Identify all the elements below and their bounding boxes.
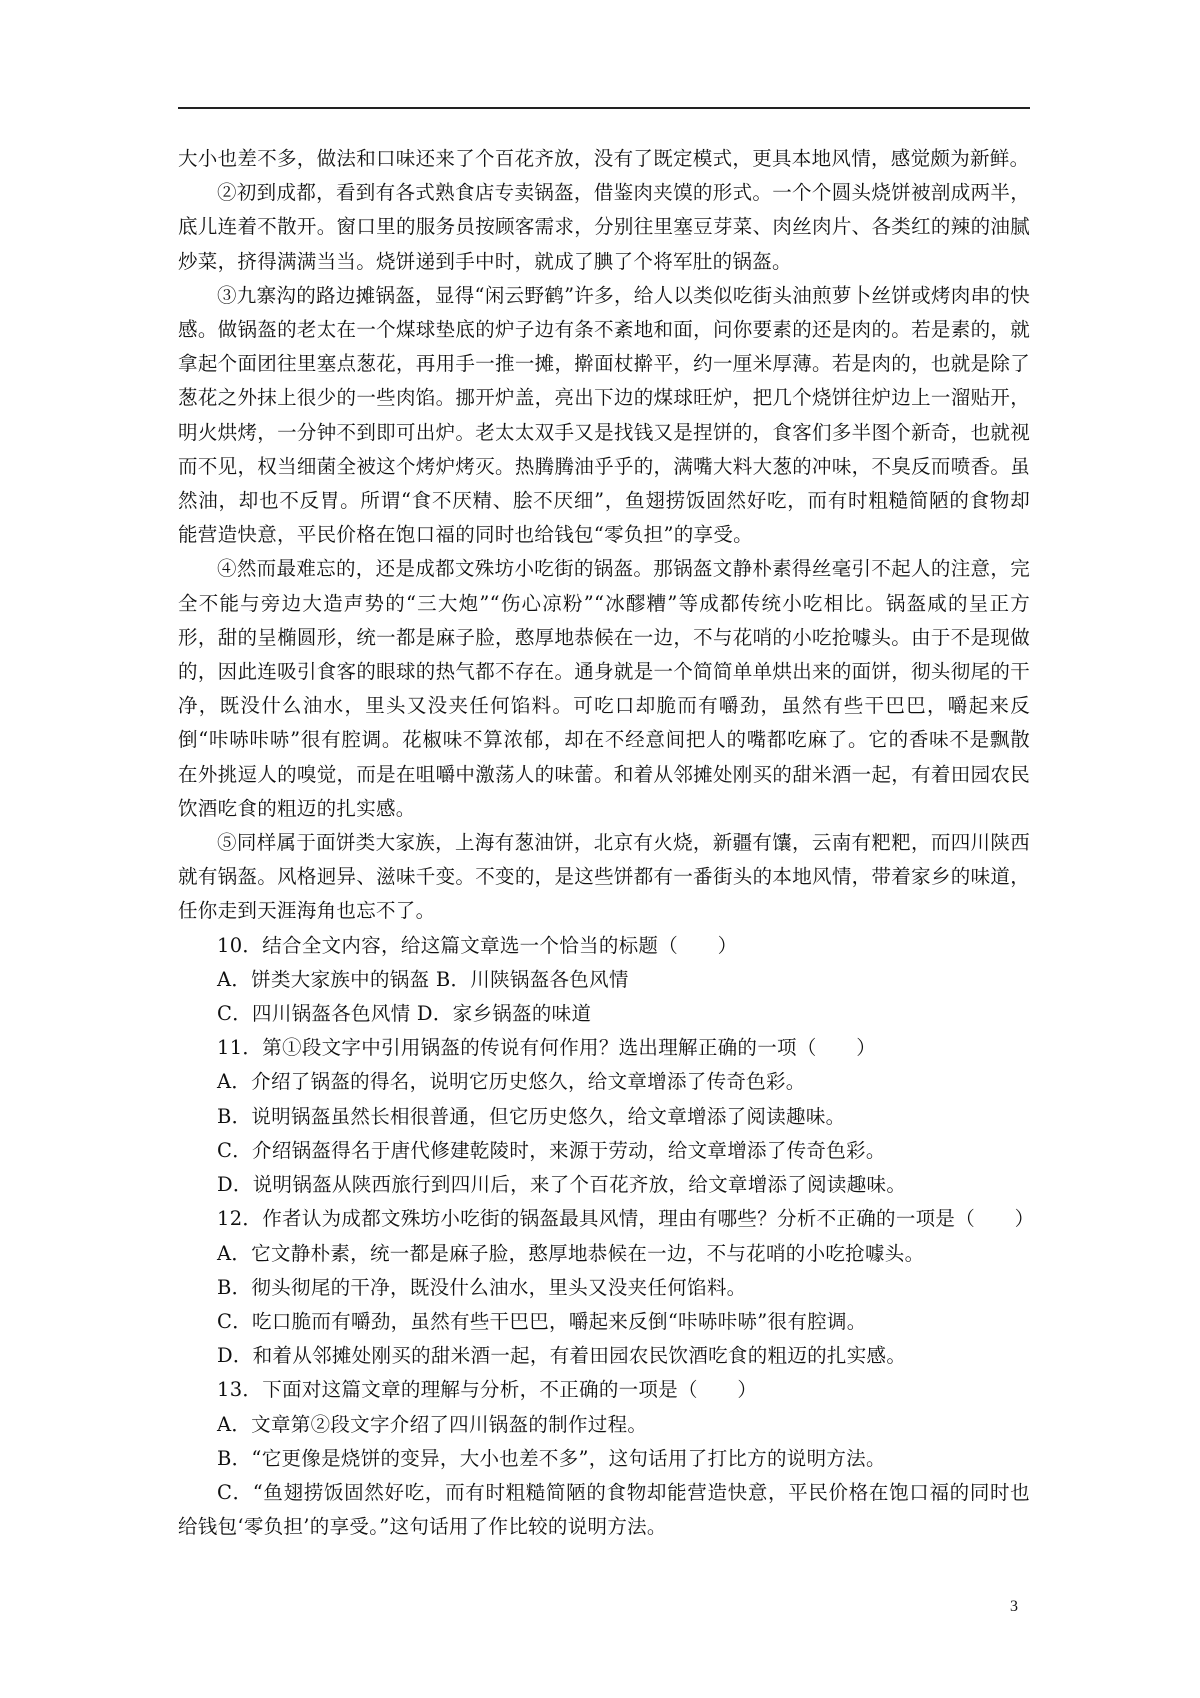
paragraph-3: ③九寨沟的路边摊锅盔，显得“闲云野鹤”许多，给人以类似吃街头油煎萝卜丝饼或烤肉串的快感。做锅盔的老太在一个煤球垫底的炉子边有条不紊地和面，问你要素的还是肉的。若是素的，就拿起个面团往里塞点葱花，再用手一推一摊，擀面杖擀平，约一厘米厚薄。若是肉的，也就是除了葱花之外抹上很少的一些肉馅。挪开炉盖，亮出下边的煤球旺炉，把几个烧饼往炉边上一溜贴开，明火烘烤，一分钟不到即可出炉。老太太双手又是找钱又是捏饼的，食客们多半图个新奇，也就视而不见，权当细菌全被这个烤炉烤灭。热腾腾油乎乎的，满嘴大料大葱的冲味，不臭反而喷香。虽然油，却也不反胃。所谓“食不厌精、脍不厌细”，鱼翅捞饭固然好吃，而有时粗糙简陋的食物却能营造快意，平民价格在饱口福的同时也给钱包“零负担”的享受。 bbox=[178, 283, 1030, 547]
question-11-option-c: C．介绍锅盔得名于唐代修建乾陵时，来源于劳动，给文章增添了传奇色彩。 bbox=[217, 1138, 886, 1162]
question-11-option-a: A．介绍了锅盔的得名，说明它历史悠久，给文章增添了传奇色彩。 bbox=[217, 1070, 806, 1094]
question-13-option-c: C．“鱼翅捞饭固然好吃，而有时粗糙简陋的食物却能营造快意，平民价格在饱口福的同时也给钱包‘零负担’的享受。”这句话用了作比较的说明方法。 bbox=[178, 1480, 1030, 1539]
question-12-option-d: D．和着从邻摊处刚买的甜米酒一起，有着田园农民饮酒吃食的粗迈的扎实感。 bbox=[217, 1344, 907, 1368]
question-13-option-b: B．“它更像是烧饼的变异，大小也差不多”，这句话用了打比方的说明方法。 bbox=[217, 1446, 886, 1470]
question-12-option-c: C．吃口脆而有嚼劲，虽然有些干巴巴，嚼起来反倒“咔哧咔哧”很有腔调。 bbox=[217, 1309, 867, 1333]
question-11-option-b: B．说明锅盔虽然长相很普通，但它历史悠久，给文章增添了阅读趣味。 bbox=[217, 1104, 846, 1128]
question-12-option-a: A．它文静朴素，统一都是麻子脸，憨厚地恭候在一边，不与花哨的小吃抢噱头。 bbox=[217, 1241, 925, 1265]
paragraph-5: ⑤同样属于面饼类大家族，上海有葱油饼，北京有火烧，新疆有馕，云南有粑粑，而四川陕西就有锅盔。风格迥异、滋味千变。不变的，是这些饼都有一番街头的本地风情，带着家乡的味道，任你走到天涯海角也忘不了。 bbox=[178, 831, 1030, 923]
question-13-option-a: A．文章第②段文字介绍了四川锅盔的制作过程。 bbox=[217, 1412, 648, 1436]
question-10-stem: 10．结合全文内容，给这篇文章选一个恰当的标题（ ） bbox=[217, 933, 738, 957]
question-12-stem: 12．作者认为成都文殊坊小吃街的锅盔最具风情，理由有哪些？分析不正确的一项是（ ） bbox=[217, 1207, 1035, 1231]
header-rule bbox=[178, 107, 1030, 109]
paragraph-continued: 大小也差不多，做法和口味还来了个百花齐放，没有了既定模式，更具本地风情，感觉颇为新鲜。 bbox=[178, 147, 1030, 170]
question-12-option-b: B．彻头彻尾的干净，既没什么油水，里头又没夹任何馅料。 bbox=[217, 1275, 747, 1299]
question-11-stem: 11．第①段文字中引用锅盔的传说有何作用？选出理解正确的一项（ ） bbox=[217, 1036, 877, 1060]
page-number: 3 bbox=[1010, 1598, 1018, 1615]
paragraph-4: ④然而最难忘的，还是成都文殊坊小吃街的锅盔。那锅盔文静朴素得丝毫引不起人的注意，完全不能与旁边大造声势的“三大炮”“伤心凉粉”“冰醪糟”等成都传统小吃相比。锅盔咸的呈正方形，甜的呈椭圆形，统一都是麻子脸，憨厚地恭候在一边，不与花哨的小吃抢噱头。由于不是现做的，因此连吸引食客的眼球的热气都不存在。通身就是一个简简单单烘出来的面饼，彻头彻尾的干净，既没什么油水，里头又没夹任何馅料。可吃口却脆而有嚼劲，虽然有些干巴巴，嚼起来反倒“咔哧咔哧”很有腔调。花椒味不算浓郁，却在不经意间把人的嘴都吃麻了。它的香味不是飘散在外挑逗人的嗅觉，而是在咀嚼中激荡人的味蕾。和着从邻摊处刚买的甜米酒一起，有着田园农民饮酒吃食的粗迈的扎实感。 bbox=[178, 557, 1030, 820]
document-body bbox=[178, 142, 1035, 1544]
question-13-stem: 13．下面对这篇文章的理解与分析，不正确的一项是（ ） bbox=[217, 1378, 758, 1402]
paragraph-2: ②初到成都，看到有各式熟食店专卖锅盔，借鉴肉夹馍的形式。一个个圆头烧饼被剖成两半，底儿连着不散开。窗口里的服务员按顾客需求，分别往里塞豆芽菜、肉丝肉片、各类红的辣的油腻炒菜，挤得满满当当。烧饼递到手中时，就成了腆了个将军肚的锅盔。 bbox=[178, 181, 1030, 273]
question-11-option-d: D．说明锅盔从陕西旅行到四川后，来了个百花齐放，给文章增添了阅读趣味。 bbox=[217, 1173, 907, 1197]
question-10-option-row: A．饼类大家族中的锅盔 B．川陕锅盔各色风情 bbox=[217, 967, 629, 991]
question-10-option-row: C．四川锅盔各色风情 D．家乡锅盔的味道 bbox=[217, 1002, 592, 1026]
